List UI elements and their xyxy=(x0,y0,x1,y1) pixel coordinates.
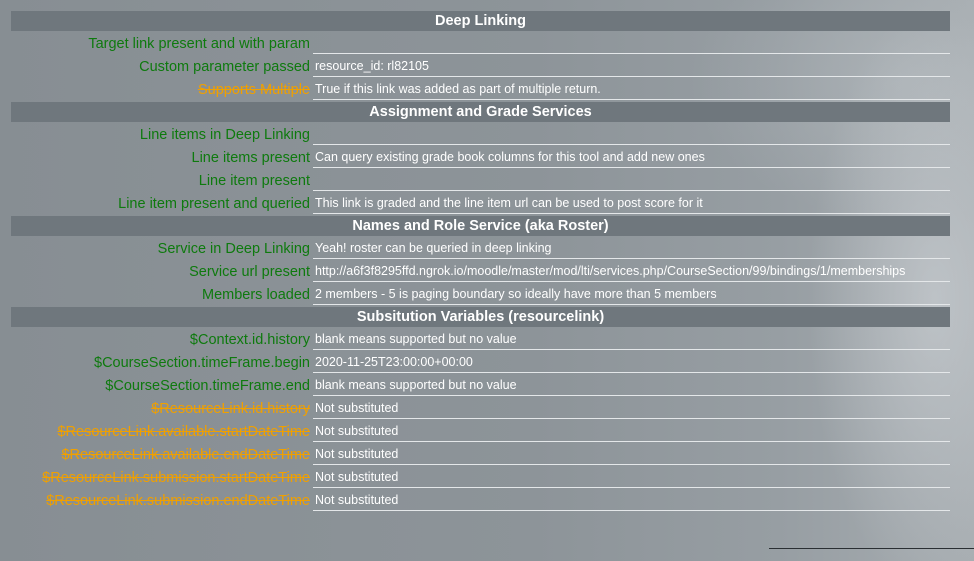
passed-check-label: Members loaded xyxy=(202,286,310,303)
unsupported-check-label: $ResourceLink.available.endDateTime xyxy=(61,446,310,463)
table-row xyxy=(11,170,950,191)
check-result-value: Not substituted xyxy=(313,467,950,488)
passed-check-label: Line item present and queried xyxy=(118,195,310,212)
passed-check-label: Custom parameter passed xyxy=(139,58,310,75)
passed-check-label: Service in Deep Linking xyxy=(157,240,310,257)
table-row xyxy=(11,444,950,465)
check-result-value: Not substituted xyxy=(313,444,950,465)
check-result-value xyxy=(313,124,950,145)
table-row xyxy=(11,147,950,168)
table-row xyxy=(11,124,950,145)
check-result-value: Can query existing grade book columns for this tool and add new ones xyxy=(313,147,950,168)
table-row xyxy=(11,490,950,511)
table-row xyxy=(11,79,950,100)
check-result-value: True if this link was added as part of multiple return. xyxy=(313,79,950,100)
check-result-value xyxy=(313,33,950,54)
check-result-value: Yeah! roster can be queried in deep linking xyxy=(313,238,950,259)
unsupported-check-label: $ResourceLink.id.history xyxy=(151,400,310,417)
section-header-row xyxy=(11,102,950,122)
check-result-value: This link is graded and the line item url can be used to post score for it xyxy=(313,193,950,214)
passed-check-label: Target link present and with param xyxy=(88,35,310,52)
passed-check-label: Line item present xyxy=(198,172,310,189)
table-row xyxy=(11,33,950,54)
check-result-value: http://a6f3f8295ffd.ngrok.io/moodle/master/mod/lti/services.php/CourseSection/99/bindings/1/memberships xyxy=(313,261,950,282)
table-row xyxy=(11,329,950,350)
check-result-value: blank means supported but no value xyxy=(313,375,950,396)
passed-check-label: Service url present xyxy=(189,263,310,280)
section-header-row xyxy=(11,11,950,31)
table-row xyxy=(11,375,950,396)
passed-check-label: $Context.id.history xyxy=(189,331,310,348)
passed-check-label: Line items present xyxy=(191,149,310,166)
unsupported-check-label: Supports Multiple xyxy=(197,81,310,98)
table-row xyxy=(11,261,950,282)
section-header-row xyxy=(11,307,950,327)
check-result-value: blank means supported but no value xyxy=(313,329,950,350)
table-row xyxy=(11,56,950,77)
check-result-value: resource_id: rl82105 xyxy=(313,56,950,77)
check-result-value: Not substituted xyxy=(313,421,950,442)
table-row xyxy=(11,284,950,305)
section-header-row xyxy=(11,216,950,236)
table-row xyxy=(11,193,950,214)
table-row xyxy=(11,398,950,419)
footer-divider xyxy=(769,548,974,549)
check-result-value: Not substituted xyxy=(313,490,950,511)
check-result-value: Not substituted xyxy=(313,398,950,419)
passed-check-label: $CourseSection.timeFrame.end xyxy=(105,377,310,394)
check-result-value xyxy=(313,170,950,191)
section-title: Deep Linking xyxy=(11,11,950,31)
check-result-value: 2020-11-25T23:00:00+00:00 xyxy=(313,352,950,373)
unsupported-check-label: $ResourceLink.available.startDateTime xyxy=(57,423,310,440)
table-row xyxy=(11,352,950,373)
passed-check-label: $CourseSection.timeFrame.begin xyxy=(94,354,310,371)
test-results-body xyxy=(11,11,950,511)
check-result-value: 2 members - 5 is paging boundary so ideally have more than 5 members xyxy=(313,284,950,305)
unsupported-check-label: $ResourceLink.submission.startDateTime xyxy=(42,469,310,486)
section-title: Subsitution Variables (resourcelink) xyxy=(11,307,950,327)
section-title: Names and Role Service (aka Roster) xyxy=(11,216,950,236)
unsupported-check-label: $ResourceLink.submission.endDateTime xyxy=(46,492,310,509)
table-row xyxy=(11,238,950,259)
table-row xyxy=(11,467,950,488)
passed-check-label: Line items in Deep Linking xyxy=(139,126,310,143)
table-row xyxy=(11,421,950,442)
test-results-table xyxy=(9,9,952,513)
section-title: Assignment and Grade Services xyxy=(11,102,950,122)
